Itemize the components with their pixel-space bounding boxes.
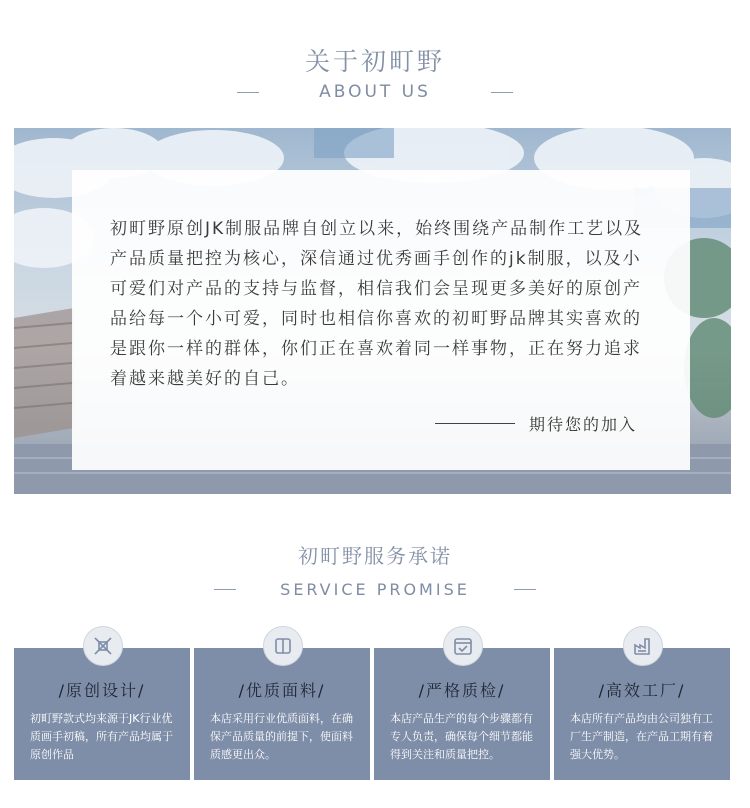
divider-right [491,92,513,93]
divider-left [237,92,259,93]
service-card-quality-fabric [194,648,370,780]
service-title: 初町野服务承诺 [298,544,452,568]
card-desc: 本店产品生产的每个步骤都有专人负责，确保每个细节都能得到关注和质量把控。 [390,712,533,761]
signoff-text: 期待您的加入 [529,415,638,434]
intro-text: 初町野原创JK制服品牌自创立以来，始终围绕产品制作工艺以及产品质量把控为核心，深信通过优秀画手创作的jk制服，以及小可爱们对产品的支持与监督，相信我们会呈现更多美好的原创产品给每一个小可爱，同时也相信你喜欢的初町野品牌其实喜欢的是跟你一样的群体，你们正在喜欢着同一样事物，正在努力追求着越来越美好的自己。 [110,219,644,389]
service-card-efficient-factory [554,648,730,780]
service-card-strict-inspection [374,648,550,780]
card-title: /优质面料/ [238,681,326,700]
divider-right [514,589,536,590]
about-title: 关于初町野 [304,47,445,76]
card-desc: 初町野款式均来源于JK行业优质画手初稿，所有产品均属于原创作品 [30,712,173,761]
service-card-original-design [14,648,190,780]
about-subtitle: ABOUT US [319,82,431,102]
design-tools-icon [83,626,123,666]
divider-left [214,589,236,590]
signoff-line [435,423,515,424]
service-subtitle: SERVICE PROMISE [280,580,470,599]
card-title: /高效工厂/ [598,681,686,700]
card-desc: 本店采用行业优质面料，在确保产品质量的前提下，使面料质感更出众。 [210,712,353,761]
signoff [435,412,637,435]
service-cards [14,648,732,780]
factory-icon [623,626,663,666]
quality-check-icon [443,626,483,666]
card-title: /严格质检/ [418,681,506,700]
card-desc: 本店所有产品均由公司独有工厂生产制造，在产品工期有着强大优势。 [570,712,713,761]
card-title: /原创设计/ [58,681,146,700]
about-subtitle-row [0,82,750,102]
fabric-icon [263,626,303,666]
service-subtitle-row [0,580,750,599]
